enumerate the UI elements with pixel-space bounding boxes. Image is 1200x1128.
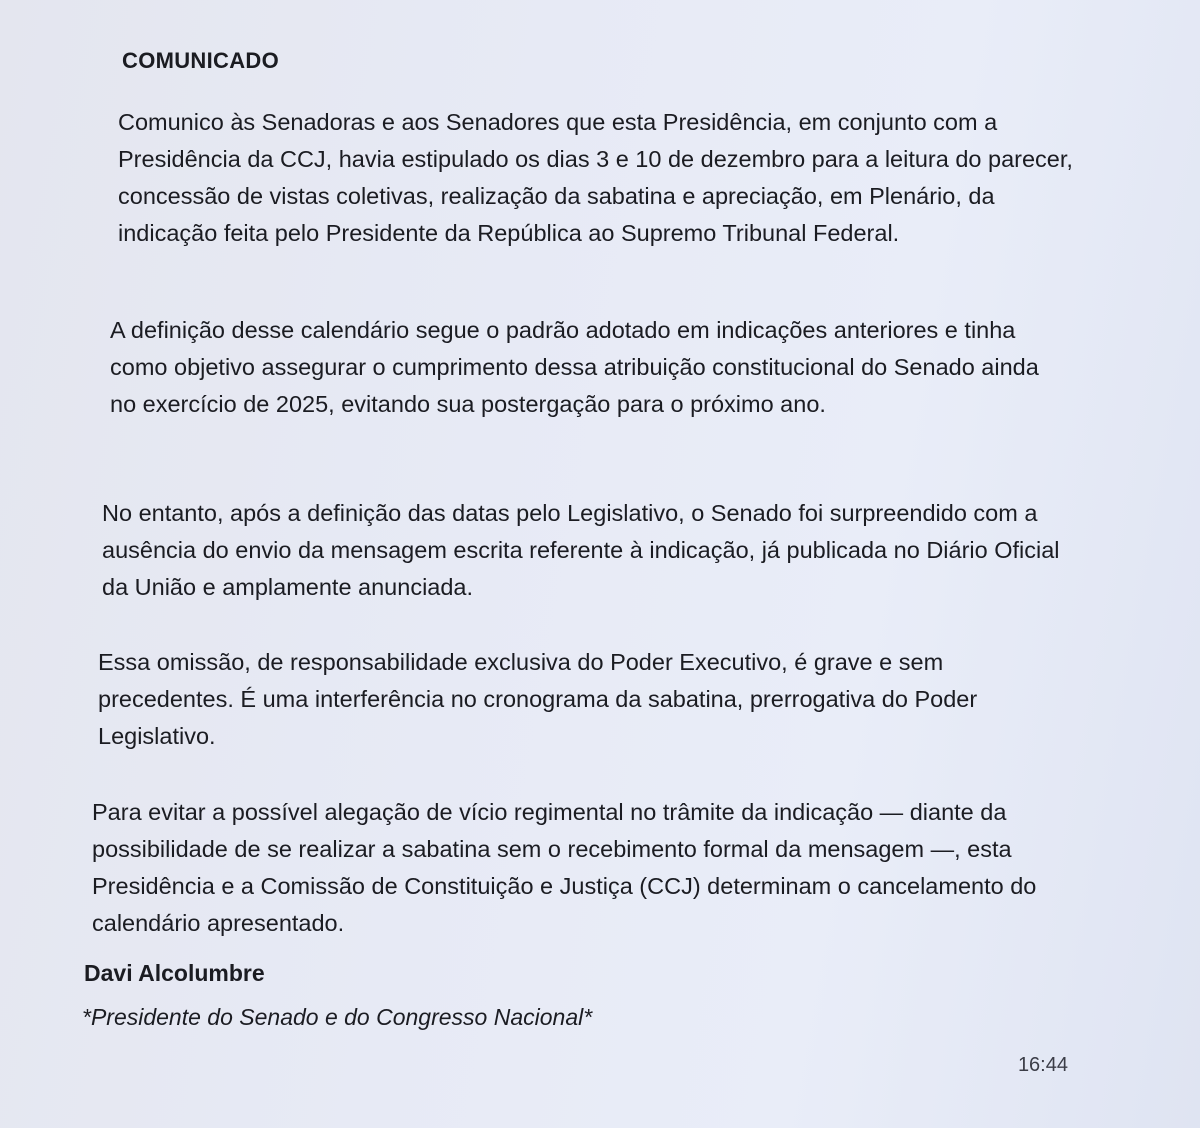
message-timestamp: 16:44 [1017, 1054, 1068, 1076]
message-paragraph-4: Essa omissão, de responsabilidade exclusiva do Poder Executivo, é grave e sem precedentes. É uma interferência no cronograma da sabatina, prerrogativa do Poder Legislativo. [98, 649, 978, 749]
signature-name: Davi Alcolumbre [84, 960, 265, 986]
message-paragraph-1: Comunico às Senadoras e aos Senadores que esta Presidência, em conjunto com a Presidência da CCJ, havia estipulado os dias 3 e 10 de dezembro para a leitura do parecer, concessão de vistas coletivas, realização da sabatina e apreciação, em Plenário, da indicação feita pelo Presidente da República ao Supremo Tribunal Federal. [118, 109, 1073, 246]
signature-role: *Presidente do Senado e do Congresso Nacional* [82, 1004, 593, 1030]
message-paragraph-3: No entanto, após a definição das datas pelo Legislativo, o Senado foi surpreendido com a ausência do envio da mensagem escrita referente à indicação, já publicada no Diário Oficial da União e amplamente anunciada. [102, 500, 1060, 600]
message-title: COMUNICADO [122, 48, 279, 73]
message-bubble [82, 40, 1076, 1090]
message-paragraph-5: Para evitar a possível alegação de vício regimental no trâmite da indicação — diante da possibilidade de se realizar a sabatina sem o recebimento formal da mensagem —, esta Presidência e a Comissão de Constituição e Justiça (CCJ) determinam o cancelamento do calendário apresentado. [92, 799, 1037, 936]
message-paragraph-2: A definição desse calendário segue o padrão adotado em indicações anteriores e tinha como objetivo assegurar o cumprimento dessa atribuição constitucional do Senado ainda no exercício de 2025, evitando sua postergação para o próximo ano. [110, 317, 1039, 417]
